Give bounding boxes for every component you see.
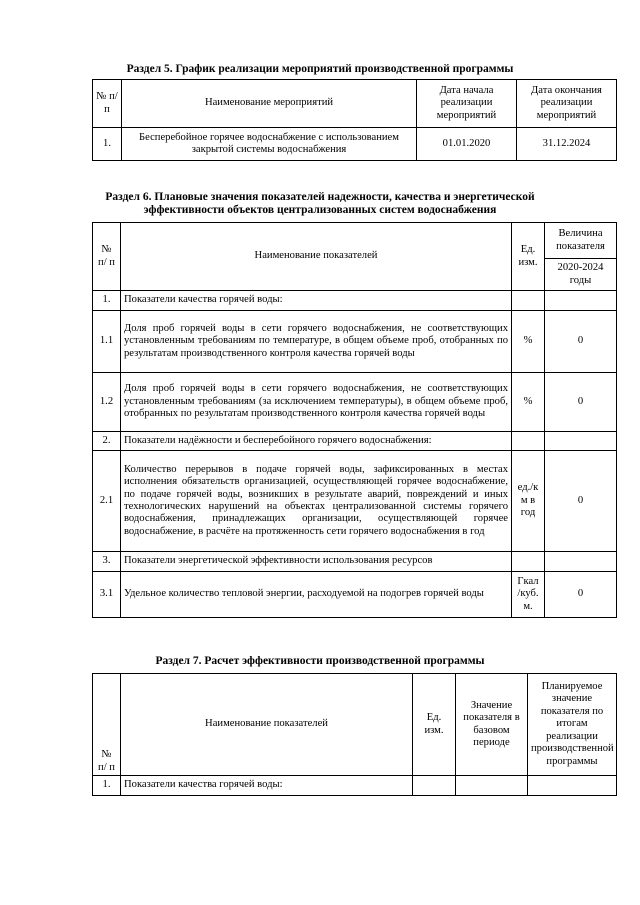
row-unit: Гкал /куб. м. [512, 572, 545, 618]
row-num: 1. [93, 776, 121, 796]
section5-title: Раздел 5. График реализации мероприятий производственной программы [126, 63, 514, 75]
header-name: Наименование мероприятий [122, 80, 417, 128]
row-unit: % [512, 373, 545, 432]
section6-title-line2: эффективности объектов централизованных систем водоснабжения [143, 204, 497, 216]
row-value: 0 [545, 373, 617, 432]
header-start-date: Дата начала реализации мероприятий [417, 80, 517, 128]
row-planned-value [528, 776, 617, 796]
row-unit [413, 776, 456, 796]
row-num: 3.1 [93, 572, 121, 618]
header-num: № п/ п [93, 223, 121, 291]
row-unit [512, 552, 545, 572]
table-row [93, 432, 617, 451]
row-unit [512, 432, 545, 451]
header-planned-value: Планируемое значение показателя по итогам реализации производственной программы [528, 674, 617, 776]
header-name: Наименование показателей [121, 223, 512, 291]
row-num: 1.1 [93, 311, 121, 373]
row-value [545, 552, 617, 572]
section7-title: Раздел 7. Расчет эффективности производственной программы [155, 655, 485, 667]
row-name: Показатели энергетической эффективности использования ресурсов [121, 552, 512, 572]
section6-table [92, 222, 617, 618]
row-name: Доля проб горячей воды в сети горячего водоснабжения, не соответствующих установленным требованиям (за исключением температуры), в общем объеме проб, отобранных по результатам производственного контроля качества горячей воды [121, 373, 512, 432]
header-period: 2020-2024 годы [545, 259, 617, 291]
section6-title-line1: Раздел 6. Плановые значения показателей надежности, качества и энергетической [105, 191, 535, 203]
row-num: 1.2 [93, 373, 121, 432]
row-unit: ед./к м в год [512, 451, 545, 552]
row-value [545, 291, 617, 311]
header-unit: Ед. изм. [512, 223, 545, 291]
header-num: № п/ п [93, 674, 121, 776]
table-row [93, 311, 617, 373]
row-num: 2.1 [93, 451, 121, 552]
row-name: Показатели надёжности и бесперебойного горячего водоснабжения: [121, 432, 512, 451]
table-header-row [93, 674, 617, 776]
header-name: Наименование показателей [121, 674, 413, 776]
row-value [545, 432, 617, 451]
row-num: 3. [93, 552, 121, 572]
table-row [93, 572, 617, 618]
row-name: Доля проб горячей воды в сети горячего водоснабжения, не соответствующих установленным требованиям по температуре, в общем объеме проб, отобранных по результатам производственного контроля качества горячей воды [121, 311, 512, 373]
row-name: Показатели качества горячей воды: [121, 776, 413, 796]
table-row [93, 291, 617, 311]
section5-table [92, 79, 617, 161]
row-name: Бесперебойное горячее водоснабжение с использованием закрытой системы водоснабжения [122, 128, 417, 161]
row-unit [512, 291, 545, 311]
row-value: 0 [545, 572, 617, 618]
row-base-value [456, 776, 528, 796]
header-num: № п/п [93, 80, 122, 128]
table-row [93, 373, 617, 432]
row-name: Показатели качества горячей воды: [121, 291, 512, 311]
table-row [93, 128, 617, 161]
row-end-date: 31.12.2024 [517, 128, 617, 161]
row-unit: % [512, 311, 545, 373]
header-end-date: Дата окончания реализации мероприятий [517, 80, 617, 128]
row-num: 1. [93, 291, 121, 311]
row-num: 2. [93, 432, 121, 451]
row-value: 0 [545, 311, 617, 373]
table-row [93, 451, 617, 552]
table-row [93, 776, 617, 796]
row-num: 1. [93, 128, 122, 161]
row-start-date: 01.01.2020 [417, 128, 517, 161]
table-row [93, 552, 617, 572]
section6-title [92, 191, 548, 217]
row-name: Количество перерывов в подаче горячей воды, зафиксированных в местах исполнения обязательств организацией, осуществляющей горячее водоснабжение, по подаче горячей воды, возникших в результате аварий, повреждений и иных технологических нарушений на объектах централизованной системы горячего водоснабжения, принадлежащих организации, осуществляющей горячее водоснабжение, в расчёте на протяженность сети горячего водоснабжения в год [121, 451, 512, 552]
table-header-row [93, 80, 617, 128]
row-value: 0 [545, 451, 617, 552]
header-base-value: Значение показателя в базовом периоде [456, 674, 528, 776]
section7-table [92, 673, 617, 796]
table-header-row [93, 223, 617, 259]
header-unit: Ед. изм. [413, 674, 456, 776]
row-name: Удельное количество тепловой энергии, расходуемой на подогрев горячей воды [121, 572, 512, 618]
header-value: Величина показателя [545, 223, 617, 259]
